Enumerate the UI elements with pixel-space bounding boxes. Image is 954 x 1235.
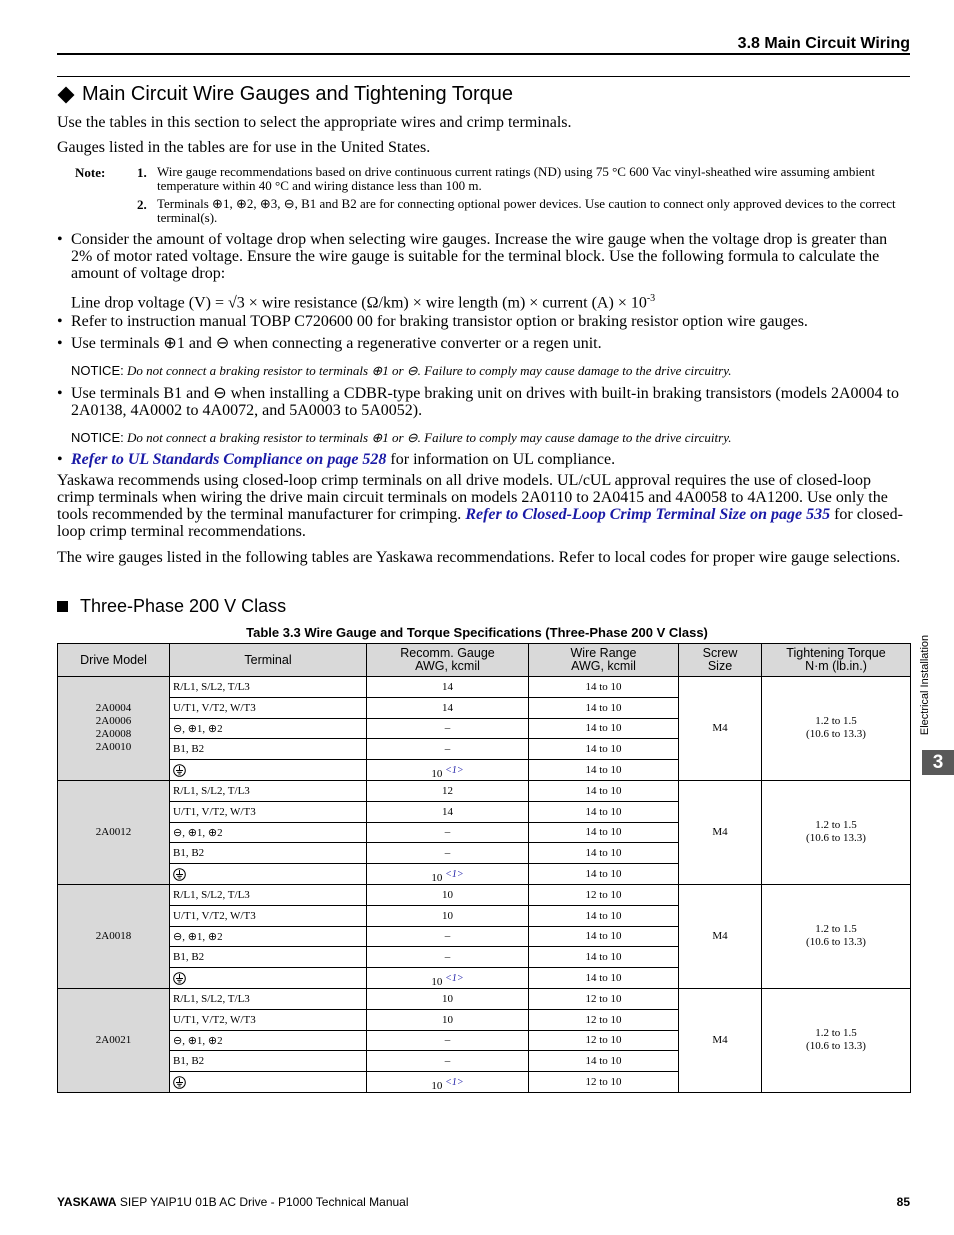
wire-range-cell: 14 to 10: [529, 739, 679, 760]
terminal-cell: U/T1, V/T2, W/T3: [170, 801, 367, 822]
gauge-cell: [367, 1072, 529, 1093]
crimp-paragraph: [57, 472, 910, 540]
section-heading: [57, 83, 513, 106]
notice-2: [71, 430, 732, 446]
table-header-row: [58, 644, 911, 677]
terminal-cell: ⊖, ⊕1, ⊕2: [170, 1030, 367, 1051]
header-terminal: Terminal: [170, 644, 367, 677]
torque-cell: 1.2 to 1.5 (10.6 to 13.3): [762, 988, 911, 1092]
torque-cell: 1.2 to 1.5 (10.6 to 13.3): [762, 884, 911, 988]
header-rule: [57, 53, 910, 55]
gauge-cell: 10: [367, 884, 529, 905]
running-header: 3.8 Main Circuit Wiring: [737, 35, 910, 52]
wire-range-cell: 14 to 10: [529, 697, 679, 718]
gauge-cell: –: [367, 926, 529, 947]
wire-range-cell: 14 to 10: [529, 1051, 679, 1072]
gauge-cell: –: [367, 947, 529, 968]
formula-exponent: -3: [646, 293, 656, 304]
terminal-cell: ⊖, ⊕1, ⊕2: [170, 822, 367, 843]
footnote-ref-link[interactable]: <1>: [445, 868, 464, 880]
wire-range-cell: 12 to 10: [529, 1030, 679, 1051]
terminal-cell: ⊖, ⊕1, ⊕2: [170, 926, 367, 947]
screw-size-cell: M4: [679, 677, 762, 781]
bullet-text: for information on UL compliance.: [386, 451, 616, 468]
torque-cell: 1.2 to 1.5 (10.6 to 13.3): [762, 780, 911, 884]
crimp-rest: for closed-loop crimp terminal recommendations.: [57, 506, 903, 540]
notice-text: Do not connect a braking resistor to terminals ⊕1 or ⊖. Failure to comply may cause damage to the drive circuitry.: [123, 430, 732, 445]
wire-range-cell: 14 to 10: [529, 760, 679, 781]
crimp-text: Yaskawa recommends using closed-loop crimp terminals on all drive models. UL/cUL approval requires the use of closed-loop crimp terminals when wiring the drive main circuit terminals on models 2A0110 to 2A0415 and 4A0058 to 4A1200. Use only the tools recommended by the terminal manufacturer for crimping.: [57, 472, 888, 523]
intro-paragraph-2: Gauges listed in the tables are for use in the United States.: [57, 139, 431, 156]
bullet-regen: • Use terminals ⊕1 and ⊖ when connecting a regenerative converter or a regen unit.: [57, 335, 910, 352]
drive-model-cell: 2A0012: [58, 780, 170, 884]
wire-range-cell: 12 to 10: [529, 884, 679, 905]
wire-range-cell: 14 to 10: [529, 926, 679, 947]
footnote-ref-link[interactable]: <1>: [445, 1076, 464, 1088]
terminal-cell: U/T1, V/T2, W/T3: [170, 697, 367, 718]
side-tab: [911, 625, 939, 735]
wire-range-cell: 14 to 10: [529, 718, 679, 739]
drive-model-cell: 2A0018: [58, 884, 170, 988]
square-bullet-icon: [57, 601, 68, 612]
table-row: [58, 884, 911, 905]
gauge-cell: [367, 968, 529, 989]
wire-range-cell: 12 to 10: [529, 988, 679, 1009]
wire-range-cell: 14 to 10: [529, 801, 679, 822]
wire-range-cell: 12 to 10: [529, 1072, 679, 1093]
terminal-cell: R/L1, S/L2, T/L3: [170, 780, 367, 801]
gauge-cell: 14: [367, 801, 529, 822]
bullet-cdbr: • Use terminals B1 and ⊖ when installing a CDBR-type braking unit on drives with built-in braking transistors (models 2A0004 to 2A0138, 4A0002 to 4A0072, and 5A0003 to 5A0052).: [57, 385, 910, 419]
footer-document: [57, 1195, 409, 1209]
gauge-value: 10: [431, 767, 443, 780]
gauge-cell: [367, 760, 529, 781]
drive-model-cell: 2A0004 2A0006 2A0008 2A0010: [58, 677, 170, 781]
header-screw-size: Screw Size: [679, 644, 762, 677]
ground-icon: [173, 764, 186, 777]
wire-range-cell: 14 to 10: [529, 843, 679, 864]
terminal-cell: B1, B2: [170, 1051, 367, 1072]
bullet-text: Refer to instruction manual TOBP C720600 00 for braking transistor option or braking resistor option wire gauges.: [71, 313, 808, 330]
note-text: Wire gauge recommendations based on drive continuous current ratings (ND) using 75 °C 600 Vac vinyl-sheathed wire assuming ambient temperature within 40 °C and wiring distance less than 100 m.: [157, 164, 875, 193]
wire-gauge-table: [57, 643, 911, 1093]
gauge-cell: 10: [367, 1009, 529, 1030]
header-wire-range: Wire Range AWG, kcmil: [529, 644, 679, 677]
footer-brand: YASKAWA: [57, 1195, 117, 1209]
notice-label: NOTICE:: [71, 430, 124, 445]
gauge-cell: 14: [367, 697, 529, 718]
section-title: Main Circuit Wire Gauges and Tightening Torque: [82, 83, 513, 105]
terminal-cell: B1, B2: [170, 947, 367, 968]
bullet-voltage-drop: • Consider the amount of voltage drop when selecting wire gauges. Increase the wire gauge when the voltage drop is greater than 2% of motor rated voltage. Ensure the wire gauge is suitable for the terminal block. Use the following formula to calculate the amount of voltage drop:: [57, 231, 910, 282]
table-title: Table 3.3 Wire Gauge and Torque Specifications (Three-Phase 200 V Class): [246, 625, 708, 640]
screw-size-cell: M4: [679, 884, 762, 988]
bullet-ul: • Refer to UL Standards Compliance on page 528 for information on UL compliance.: [57, 451, 616, 468]
gauge-cell: [367, 864, 529, 885]
gauge-cell: –: [367, 1030, 529, 1051]
terminal-cell: U/T1, V/T2, W/T3: [170, 905, 367, 926]
diamond-icon: [58, 86, 75, 103]
notice-label: NOTICE:: [71, 363, 124, 378]
table-row: [58, 988, 911, 1009]
gauge-cell: 12: [367, 780, 529, 801]
terminal-cell: R/L1, S/L2, T/L3: [170, 884, 367, 905]
screw-size-cell: M4: [679, 988, 762, 1092]
wire-range-cell: 14 to 10: [529, 968, 679, 989]
gauge-value: 10: [431, 1079, 443, 1092]
table-row: [58, 677, 911, 698]
gauge-cell: –: [367, 822, 529, 843]
bullet-braking-option: • Refer to instruction manual TOBP C720600 00 for braking transistor option or braking resistor option wire gauges.: [57, 313, 910, 330]
drive-model-cell: 2A0021: [58, 988, 170, 1092]
footnote-ref-link[interactable]: <1>: [445, 764, 464, 776]
intro-paragraph-1: Use the tables in this section to select the appropriate wires and crimp terminals.: [57, 114, 572, 131]
note-number: 1.: [137, 165, 147, 180]
wire-range-cell: 14 to 10: [529, 864, 679, 885]
bullet-text: Consider the amount of voltage drop when selecting wire gauges. Increase the wire gauge when the voltage drop is greater than 2% of motor rated voltage. Ensure the wire gauge is suitable for the terminal block. Use the following formula to calculate the amount of voltage drop:: [71, 231, 888, 282]
bullet-text: Use terminals ⊕1 and ⊖ when connecting a regenerative converter or a regen unit.: [71, 335, 602, 352]
page-number: 85: [896, 1195, 910, 1209]
wire-range-cell: 12 to 10: [529, 1009, 679, 1030]
table-row: [58, 780, 911, 801]
formula-text: Line drop voltage (V) = √3 × wire resistance (Ω/km) × wire length (m) × current (A) × 10: [71, 294, 647, 312]
subsection-heading: [57, 596, 286, 617]
notice-text: Do not connect a braking resistor to terminals ⊕1 or ⊖. Failure to comply may cause damage to the drive circuitry.: [123, 363, 732, 378]
terminal-cell: B1, B2: [170, 739, 367, 760]
gauge-value: 10: [431, 975, 443, 988]
gauge-cell: –: [367, 1051, 529, 1072]
wire-range-cell: 14 to 10: [529, 677, 679, 698]
wire-range-cell: 14 to 10: [529, 947, 679, 968]
terminal-cell: R/L1, S/L2, T/L3: [170, 677, 367, 698]
gauge-cell: –: [367, 718, 529, 739]
side-tab-label: Electrical Installation: [919, 634, 931, 736]
ground-icon: [173, 868, 186, 881]
gauge-cell: 14: [367, 677, 529, 698]
gauges-paragraph: The wire gauges listed in the following tables are Yaskawa recommendations. Refer to local codes for proper wire gauge selections.: [57, 549, 901, 566]
wire-range-cell: 14 to 10: [529, 822, 679, 843]
terminal-cell: R/L1, S/L2, T/L3: [170, 988, 367, 1009]
gauge-value: 10: [431, 871, 443, 884]
gauge-cell: 10: [367, 905, 529, 926]
wire-range-cell: 14 to 10: [529, 905, 679, 926]
notice-1: [71, 363, 732, 379]
note-number: 2.: [137, 197, 147, 212]
formula: [71, 290, 910, 311]
wire-range-cell: 14 to 10: [529, 780, 679, 801]
bullet-text: Use terminals B1 and ⊖ when installing a CDBR-type braking unit on drives with built-in braking transistors (models 2A0004 to 2A0138, 4A0002 to 4A0072, and 5A0003 to 5A0052).: [71, 385, 899, 419]
footnote-ref-link[interactable]: <1>: [445, 972, 464, 984]
subsection-title: Three-Phase 200 V Class: [80, 596, 287, 616]
terminal-cell: ⊖, ⊕1, ⊕2: [170, 718, 367, 739]
header-recomm-gauge: Recomm. Gauge AWG, kcmil: [367, 644, 529, 677]
ground-terminal-cell: [170, 968, 367, 989]
footer-doc-title: SIEP YAIP1U 01B AC Drive - P1000 Technical Manual: [116, 1195, 409, 1209]
header-drive-model: Drive Model: [58, 644, 170, 677]
ul-compliance-link[interactable]: Refer to UL Standards Compliance on page 528: [71, 451, 387, 468]
note-label: Note:: [75, 165, 106, 180]
torque-cell: 1.2 to 1.5 (10.6 to 13.3): [762, 677, 911, 781]
ground-icon: [173, 972, 186, 985]
gauge-cell: 10: [367, 988, 529, 1009]
ground-terminal-cell: [170, 1072, 367, 1093]
terminal-cell: B1, B2: [170, 843, 367, 864]
ground-icon: [173, 1076, 186, 1089]
gauge-cell: –: [367, 739, 529, 760]
chapter-number-badge: 3: [922, 750, 954, 775]
section-rule: [57, 76, 910, 77]
crimp-terminal-link[interactable]: Refer to Closed-Loop Crimp Terminal Size on page 535: [465, 506, 831, 523]
ground-terminal-cell: [170, 760, 367, 781]
screw-size-cell: M4: [679, 780, 762, 884]
gauge-cell: –: [367, 843, 529, 864]
ground-terminal-cell: [170, 864, 367, 885]
header-tightening-torque: Tightening Torque N·m (lb.in.): [762, 644, 911, 677]
note-text: Terminals ⊕1, ⊕2, ⊕3, ⊖, B1 and B2 are for connecting optional power devices. Use caution to connect only approved devices to the correct terminal(s).: [157, 196, 896, 225]
terminal-cell: U/T1, V/T2, W/T3: [170, 1009, 367, 1030]
